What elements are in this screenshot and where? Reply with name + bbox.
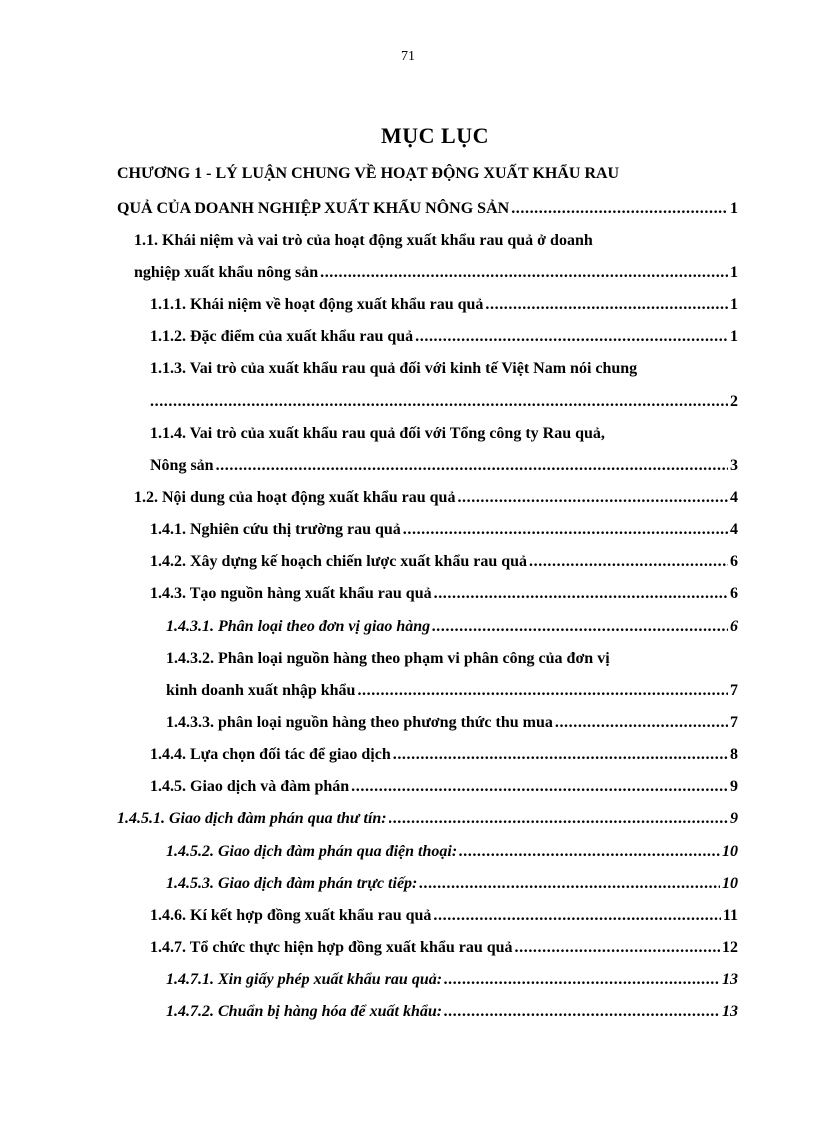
toc-entry-page: 4 bbox=[730, 521, 738, 538]
toc-entry-1-2[interactable] bbox=[134, 486, 738, 510]
dot-leader bbox=[393, 743, 728, 767]
dot-leader bbox=[419, 872, 720, 896]
toc-entry-1-1-4[interactable] bbox=[150, 422, 738, 446]
toc-entry-text: 1.4.5. Giao dịch và đàm phán bbox=[150, 778, 350, 795]
toc-entry-page: 7 bbox=[730, 682, 738, 699]
toc-entry-text: nghiệp xuất khẩu nông sản bbox=[134, 264, 319, 281]
toc-entry-page: 10 bbox=[722, 875, 738, 892]
dot-leader bbox=[351, 775, 728, 799]
toc-entry-1-4-3[interactable] bbox=[150, 582, 738, 606]
toc-entry-text: 1.1.4. Vai trò của xuất khẩu rau quả đối với Tổng công ty Rau quả, bbox=[150, 425, 605, 442]
toc-entry-page: 9 bbox=[730, 810, 738, 827]
toc-entry-1-1-3-cont[interactable] bbox=[150, 390, 738, 414]
dot-leader bbox=[415, 325, 728, 349]
toc-entry-1-1-cont[interactable] bbox=[134, 261, 738, 285]
toc-entry-chapter-1-cont[interactable] bbox=[117, 197, 738, 221]
toc-entry-1-1-3[interactable] bbox=[150, 357, 738, 381]
dot-leader bbox=[432, 615, 728, 639]
toc-entry-1-4-7-2[interactable] bbox=[166, 1000, 738, 1024]
toc-entry-page: 1 bbox=[730, 200, 738, 217]
toc-entry-1-1-1[interactable] bbox=[150, 293, 738, 317]
toc-entry-1-4-6[interactable] bbox=[150, 904, 738, 928]
dot-leader bbox=[444, 968, 720, 992]
toc-entry-text: 1.4.3.1. Phân loại theo đơn vị giao hàng bbox=[166, 618, 431, 635]
toc-entry-page: 6 bbox=[730, 618, 738, 635]
toc-entry-1-4-2[interactable] bbox=[150, 550, 738, 574]
toc-entry-1-4-3-2[interactable] bbox=[166, 647, 738, 671]
toc-entry-text: 1.4.5.2. Giao dịch đàm phán qua điện thoại: bbox=[166, 843, 458, 860]
toc-entry-page: 13 bbox=[722, 1003, 738, 1020]
dot-leader bbox=[511, 197, 728, 221]
dot-leader bbox=[434, 582, 728, 606]
toc-entry-chapter-1[interactable] bbox=[117, 162, 738, 186]
toc-entry-page: 6 bbox=[730, 585, 738, 602]
toc-entry-text: 1.4.3.3. phân loại nguồn hàng theo phương thức thu mua bbox=[166, 714, 553, 731]
toc-entry-text: 1.4.2. Xây dựng kế hoạch chiến lược xuất khẩu rau quả bbox=[150, 553, 528, 570]
dot-leader bbox=[320, 261, 728, 285]
dot-leader bbox=[459, 840, 720, 864]
dot-leader bbox=[529, 550, 728, 574]
toc-entry-text: 1.4.5.1. Giao dịch đàm phán qua thư tín: bbox=[117, 810, 387, 827]
dot-leader bbox=[389, 807, 728, 831]
toc-entry-page: 12 bbox=[722, 939, 738, 956]
toc-entry-page: 1 bbox=[730, 328, 738, 345]
dot-leader bbox=[555, 711, 728, 735]
toc-entry-text: 1.1.1. Khái niệm về hoạt động xuất khẩu rau quả bbox=[150, 296, 484, 313]
toc-entry-page: 9 bbox=[730, 778, 738, 795]
toc-entry-1-4-4[interactable] bbox=[150, 743, 738, 767]
toc-entry-page: 3 bbox=[730, 457, 738, 474]
dot-leader bbox=[403, 518, 728, 542]
toc-entry-page: 7 bbox=[730, 714, 738, 731]
toc-entry-1-4-5-1[interactable] bbox=[117, 807, 738, 831]
toc-entry-text: 1.4.7.1. Xin giấy phép xuất khẩu rau quả: bbox=[166, 971, 443, 988]
toc-entry-text: 1.1. Khái niệm và vai trò của hoạt động xuất khẩu rau quả ở doanh bbox=[134, 232, 593, 249]
dot-leader bbox=[216, 454, 728, 478]
dot-leader bbox=[485, 293, 728, 317]
toc-entry-page: 13 bbox=[722, 971, 738, 988]
toc-entry-text: 1.4.3.2. Phân loại nguồn hàng theo phạm vi phân công của đơn vị bbox=[166, 650, 610, 667]
page-number: 71 bbox=[401, 49, 415, 64]
toc-entry-text: 1.1.2. Đặc điểm của xuất khẩu rau quả bbox=[150, 328, 414, 345]
toc-entry-text: Nông sản bbox=[150, 457, 214, 474]
toc-entry-1-4-5-3[interactable] bbox=[166, 872, 738, 896]
toc-entry-page: 8 bbox=[730, 746, 738, 763]
dot-leader bbox=[357, 679, 728, 703]
toc-entry-page: 11 bbox=[722, 907, 738, 924]
toc-entry-1-4-7[interactable] bbox=[150, 936, 738, 960]
dot-leader bbox=[150, 390, 728, 414]
toc-entry-text: 1.2. Nội dung của hoạt động xuất khẩu rau quả bbox=[134, 489, 456, 506]
toc-entry-1-4-5-2[interactable] bbox=[166, 840, 738, 864]
dot-leader bbox=[444, 1000, 720, 1024]
toc-entry-page: 4 bbox=[730, 489, 738, 506]
toc-title: MỤC LỤC bbox=[381, 123, 489, 148]
toc-entry-1-4-3-2-cont[interactable] bbox=[166, 679, 738, 703]
toc-entry-text: 1.4.1. Nghiên cứu thị trường rau quả bbox=[150, 521, 401, 538]
dot-leader bbox=[457, 486, 728, 510]
toc-entry-text: 1.4.5.3. Giao dịch đàm phán trực tiếp: bbox=[166, 875, 418, 892]
toc-entry-page: 2 bbox=[730, 393, 738, 410]
toc-entry-1-4-1[interactable] bbox=[150, 518, 738, 542]
toc-entry-1-4-5[interactable] bbox=[150, 775, 738, 799]
toc-entry-page: 6 bbox=[730, 553, 738, 570]
toc-entry-page: 10 bbox=[722, 843, 738, 860]
dot-leader bbox=[515, 936, 720, 960]
toc-entry-1-1-2[interactable] bbox=[150, 325, 738, 349]
toc-entry-text: 1.4.4. Lựa chọn đối tác để giao dịch bbox=[150, 746, 391, 763]
toc-entry-text: CHƯƠNG 1 - LÝ LUẬN CHUNG VỀ HOẠT ĐỘNG XUẤT KHẨU RAU bbox=[117, 165, 620, 182]
toc-entry-text: 1.1.3. Vai trò của xuất khẩu rau quả đối với kinh tế Việt Nam nói chung bbox=[150, 360, 638, 377]
toc-entry-1-1[interactable] bbox=[134, 229, 738, 253]
toc-entry-1-4-3-1[interactable] bbox=[166, 615, 738, 639]
toc-entry-text: 1.4.7. Tổ chức thực hiện hợp đồng xuất khẩu rau quả bbox=[150, 939, 513, 956]
toc-entry-1-1-4-cont[interactable] bbox=[150, 454, 738, 478]
dot-leader bbox=[433, 904, 720, 928]
toc-entry-1-4-3-3[interactable] bbox=[166, 711, 738, 735]
toc-entry-page: 1 bbox=[730, 296, 738, 313]
toc-entry-text: 1.4.3. Tạo nguồn hàng xuất khẩu rau quả bbox=[150, 585, 432, 602]
toc-entry-text: 1.4.6. Kí kết hợp đồng xuất khẩu rau quả bbox=[150, 907, 432, 924]
toc-entry-page: 1 bbox=[730, 264, 738, 281]
toc-entry-text: 1.4.7.2. Chuẩn bị hàng hóa để xuất khẩu: bbox=[166, 1003, 443, 1020]
toc-entry-1-4-7-1[interactable] bbox=[166, 968, 738, 992]
toc-entry-text: kinh doanh xuất nhập khẩu bbox=[166, 682, 356, 699]
toc-entry-text: QUẢ CỦA DOANH NGHIỆP XUẤT KHẨU NÔNG SẢN bbox=[117, 200, 510, 217]
